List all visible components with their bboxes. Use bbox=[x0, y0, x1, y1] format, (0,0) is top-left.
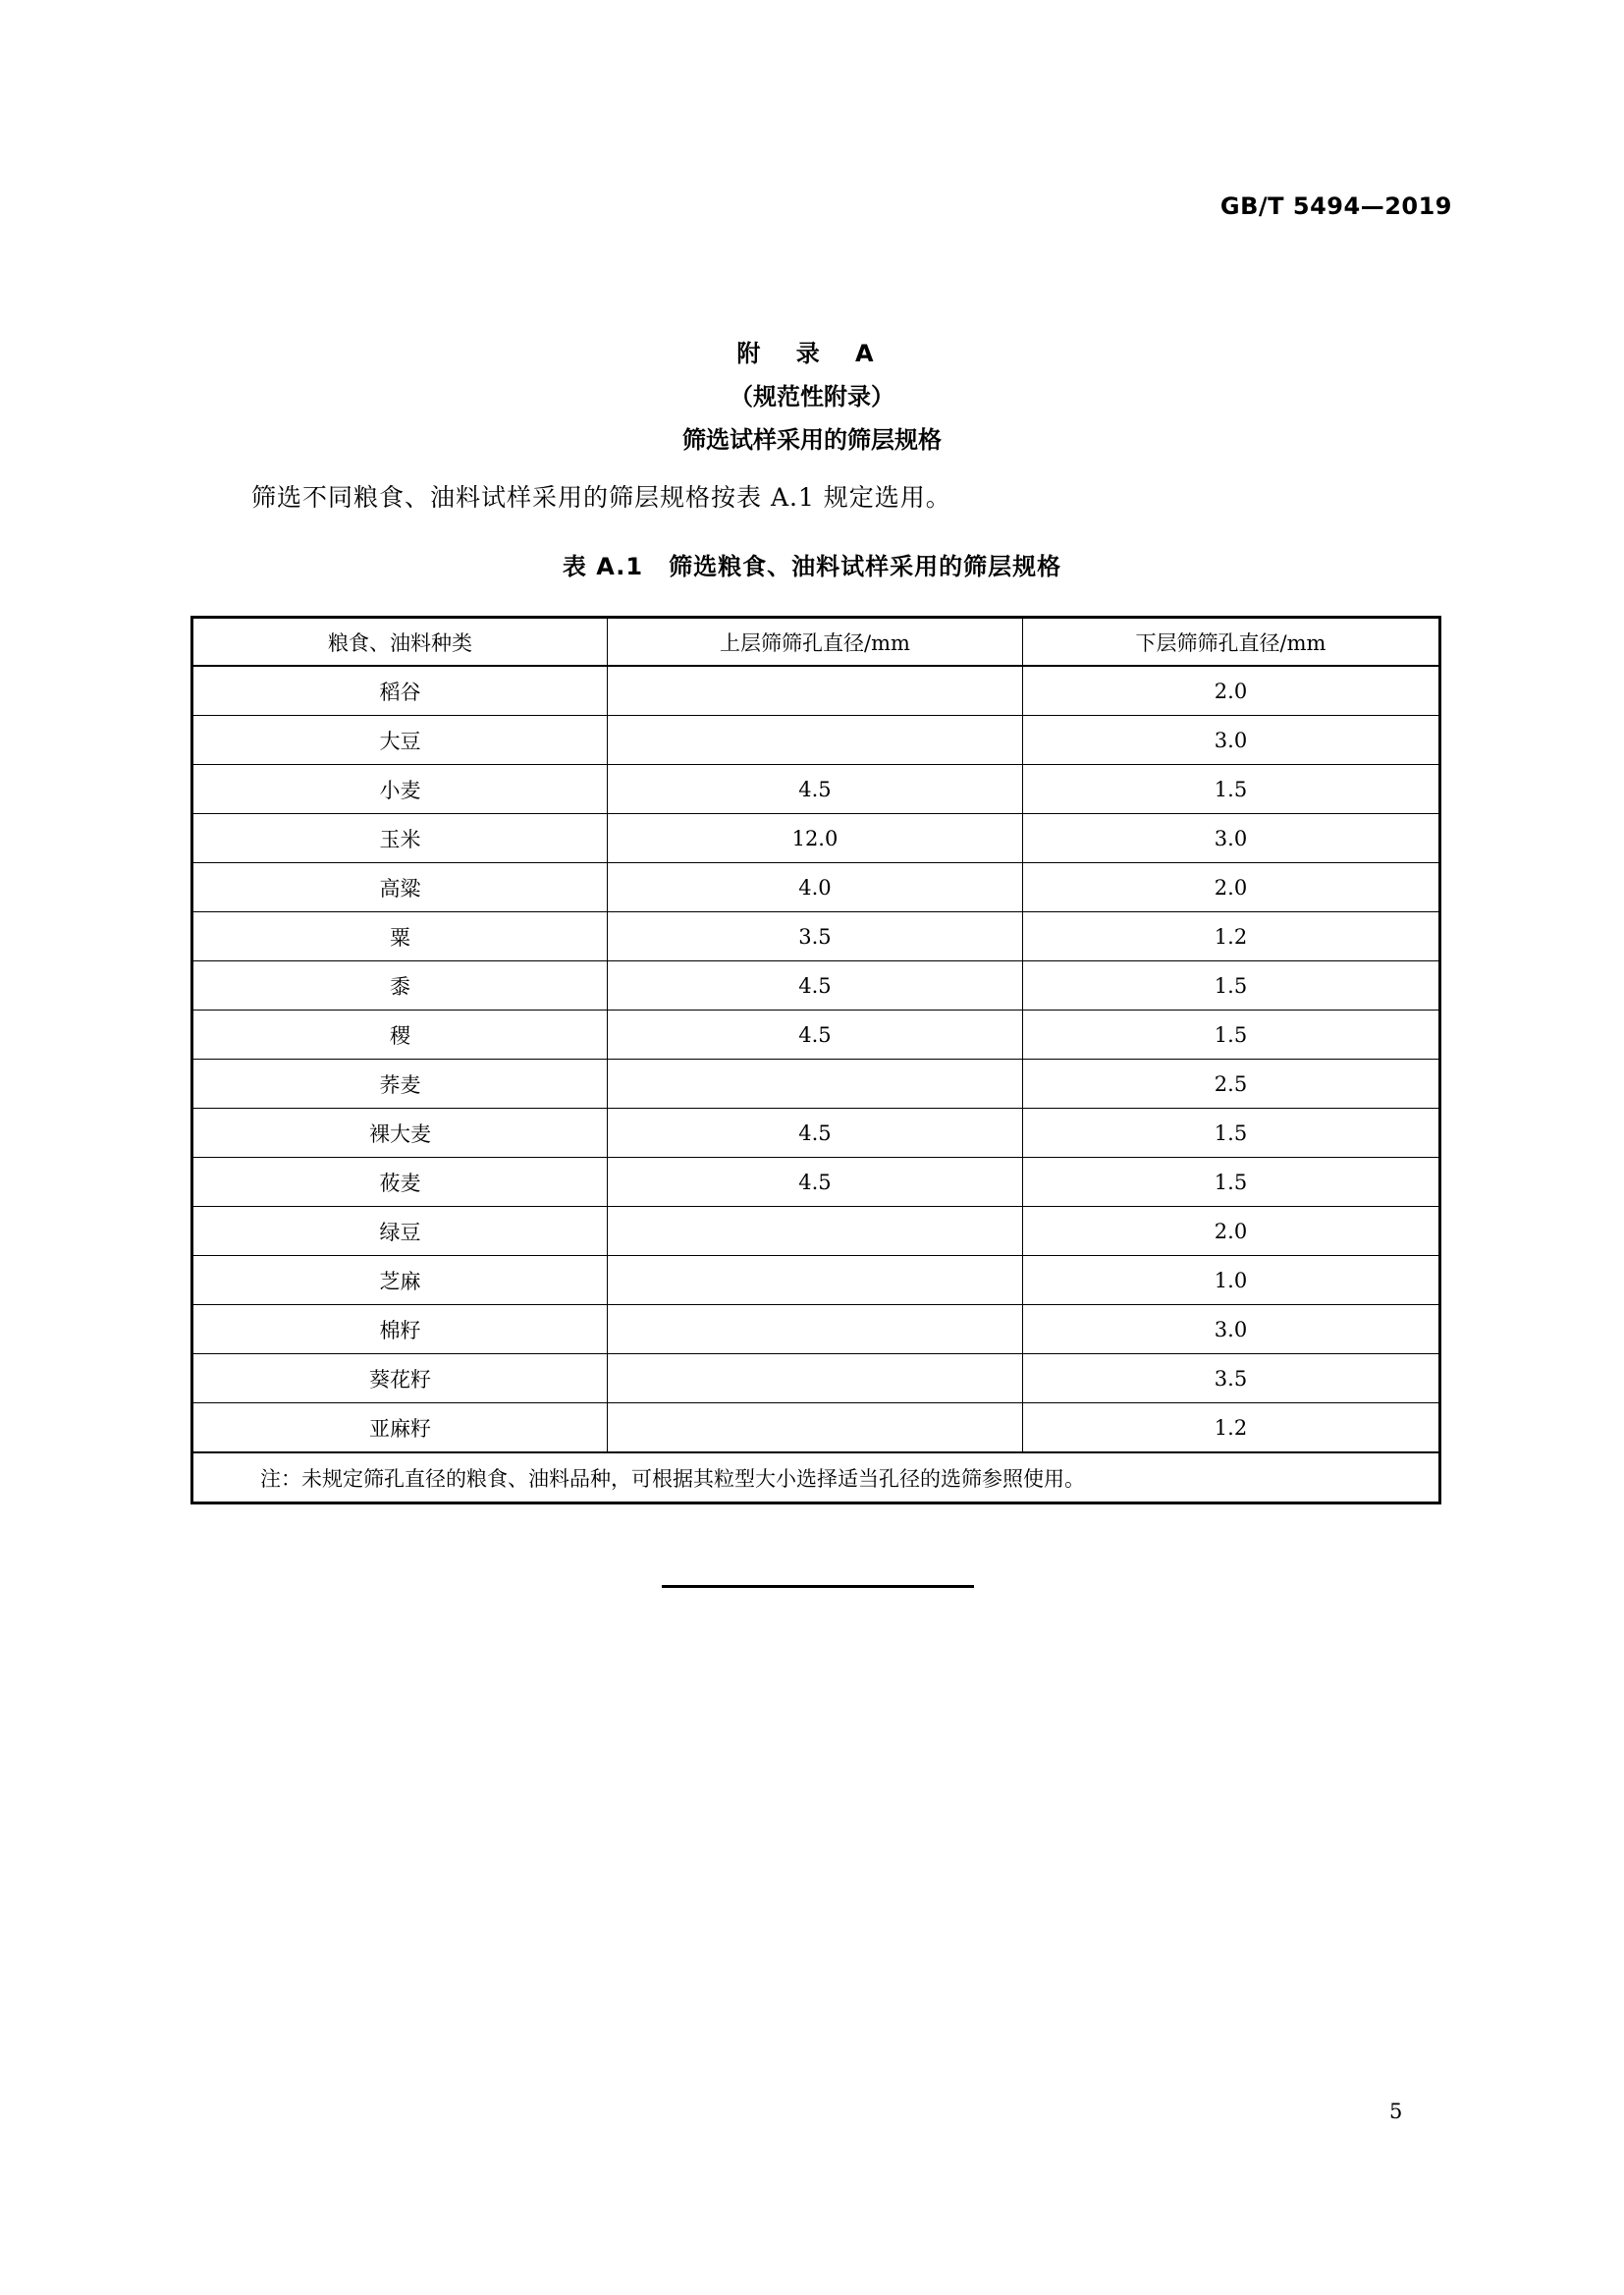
cell-crop: 稻谷 bbox=[192, 666, 608, 716]
cell-lower-sieve: 3.0 bbox=[1022, 1305, 1439, 1354]
cell-upper-sieve: 12.0 bbox=[607, 814, 1022, 863]
table-row bbox=[192, 961, 1440, 1011]
cell-lower-sieve: 2.0 bbox=[1022, 1207, 1439, 1256]
sieve-spec-table bbox=[190, 616, 1441, 1504]
table-row bbox=[192, 1109, 1440, 1158]
cell-upper-sieve bbox=[607, 716, 1022, 765]
cell-crop: 高粱 bbox=[192, 863, 608, 912]
appendix-title: 附 录 A bbox=[736, 340, 888, 367]
cell-lower-sieve: 2.0 bbox=[1022, 666, 1439, 716]
cell-crop: 芝麻 bbox=[192, 1256, 608, 1305]
cell-crop: 大豆 bbox=[192, 716, 608, 765]
cell-lower-sieve: 2.5 bbox=[1022, 1060, 1439, 1109]
cell-crop: 粟 bbox=[192, 912, 608, 961]
cell-crop: 玉米 bbox=[192, 814, 608, 863]
cell-crop: 葵花籽 bbox=[192, 1354, 608, 1403]
cell-upper-sieve: 4.5 bbox=[607, 1158, 1022, 1207]
table-note-row bbox=[192, 1452, 1440, 1503]
table-caption-number: 表 A.1 bbox=[562, 553, 644, 580]
cell-upper-sieve bbox=[607, 1060, 1022, 1109]
cell-lower-sieve: 3.0 bbox=[1022, 716, 1439, 765]
table-caption-title: 筛选粮食、油料试样采用的筛层规格 bbox=[669, 553, 1062, 580]
cell-upper-sieve: 4.0 bbox=[607, 863, 1022, 912]
cell-lower-sieve: 1.5 bbox=[1022, 765, 1439, 814]
column-header-lower-sieve: 下层筛筛孔直径/mm bbox=[1022, 618, 1439, 667]
column-header-crop: 粮食、油料种类 bbox=[192, 618, 608, 667]
cell-crop: 黍 bbox=[192, 961, 608, 1011]
table-row bbox=[192, 1060, 1440, 1109]
cell-upper-sieve: 4.5 bbox=[607, 1109, 1022, 1158]
cell-lower-sieve: 3.0 bbox=[1022, 814, 1439, 863]
table-row bbox=[192, 1158, 1440, 1207]
table-row bbox=[192, 1207, 1440, 1256]
cell-upper-sieve: 3.5 bbox=[607, 912, 1022, 961]
cell-upper-sieve: 4.5 bbox=[607, 765, 1022, 814]
cell-lower-sieve: 1.5 bbox=[1022, 1011, 1439, 1060]
table-row bbox=[192, 1403, 1440, 1453]
page-number: 5 bbox=[1389, 2100, 1403, 2123]
intro-paragraph: 筛选不同粮食、油料试样采用的筛层规格按表 A.1 规定选用。 bbox=[251, 483, 951, 512]
cell-lower-sieve: 3.5 bbox=[1022, 1354, 1439, 1403]
table-caption bbox=[0, 547, 1624, 581]
table-row bbox=[192, 716, 1440, 765]
cell-lower-sieve: 1.5 bbox=[1022, 1109, 1439, 1158]
cell-crop: 小麦 bbox=[192, 765, 608, 814]
cell-upper-sieve: 4.5 bbox=[607, 1011, 1022, 1060]
cell-upper-sieve bbox=[607, 1305, 1022, 1354]
cell-upper-sieve bbox=[607, 1256, 1022, 1305]
end-rule bbox=[662, 1585, 974, 1588]
cell-lower-sieve: 1.2 bbox=[1022, 1403, 1439, 1453]
cell-crop: 稷 bbox=[192, 1011, 608, 1060]
table-row bbox=[192, 814, 1440, 863]
appendix-heading-title: 筛选试样采用的筛层规格 bbox=[682, 426, 942, 454]
table-note: 注：未规定筛孔直径的粮食、油料品种，可根据其粒型大小选择适当孔径的选筛参照使用。 bbox=[192, 1452, 1440, 1503]
column-header-upper-sieve: 上层筛筛孔直径/mm bbox=[607, 618, 1022, 667]
table-row bbox=[192, 1256, 1440, 1305]
cell-crop: 莜麦 bbox=[192, 1158, 608, 1207]
cell-lower-sieve: 2.0 bbox=[1022, 863, 1439, 912]
cell-crop: 绿豆 bbox=[192, 1207, 608, 1256]
cell-crop: 荞麦 bbox=[192, 1060, 608, 1109]
cell-upper-sieve: 4.5 bbox=[607, 961, 1022, 1011]
appendix-type: （规范性附录） bbox=[730, 383, 894, 410]
cell-lower-sieve: 1.2 bbox=[1022, 912, 1439, 961]
table-row bbox=[192, 912, 1440, 961]
standard-code: GB/T 5494—2019 bbox=[1219, 192, 1452, 220]
cell-upper-sieve bbox=[607, 1207, 1022, 1256]
table-row bbox=[192, 1011, 1440, 1060]
cell-crop: 亚麻籽 bbox=[192, 1403, 608, 1453]
cell-lower-sieve: 1.5 bbox=[1022, 1158, 1439, 1207]
table-row bbox=[192, 765, 1440, 814]
cell-crop: 裸大麦 bbox=[192, 1109, 608, 1158]
table-header-row bbox=[192, 618, 1440, 667]
table-row bbox=[192, 666, 1440, 716]
cell-lower-sieve: 1.5 bbox=[1022, 961, 1439, 1011]
appendix-heading bbox=[0, 332, 1624, 462]
table-body bbox=[192, 666, 1440, 1452]
cell-upper-sieve bbox=[607, 666, 1022, 716]
table-row bbox=[192, 1305, 1440, 1354]
cell-upper-sieve bbox=[607, 1403, 1022, 1453]
table-row bbox=[192, 863, 1440, 912]
cell-lower-sieve: 1.0 bbox=[1022, 1256, 1439, 1305]
table-row bbox=[192, 1354, 1440, 1403]
cell-upper-sieve bbox=[607, 1354, 1022, 1403]
cell-crop: 棉籽 bbox=[192, 1305, 608, 1354]
